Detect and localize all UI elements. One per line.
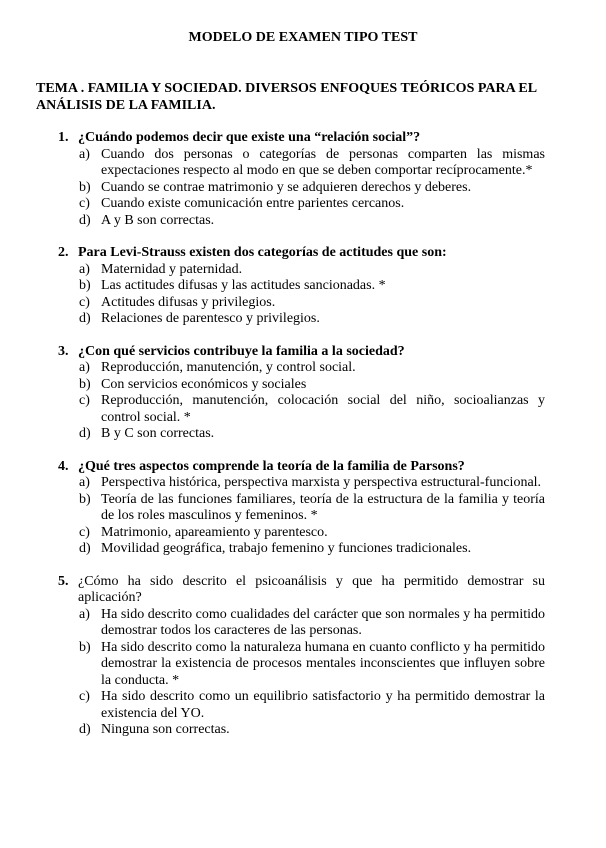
answer-letter: b) (79, 376, 91, 392)
answer-letter: d) (79, 722, 91, 737)
answer-text: Cuando se contrae matrimonio y se adquieren derechos y deberes. (101, 179, 472, 195)
answer-text: Movilidad geográfica, trabajo femenino y funciones tradicionales. (101, 541, 472, 556)
question-number: 1. (58, 130, 69, 145)
question-text (0, 344, 606, 361)
question-2 (0, 245, 606, 328)
answer-option (0, 475, 606, 492)
question-3 (0, 344, 606, 443)
answer-letter: c) (79, 196, 90, 211)
answer-option (0, 689, 606, 722)
answer-option (0, 607, 606, 640)
answer-option (0, 295, 606, 312)
question-label: ¿Con qué servicios contribuye la familia a la sociedad? (78, 343, 405, 359)
answer-letter: a) (79, 261, 90, 277)
question-text (0, 459, 606, 476)
answer-option (0, 213, 606, 230)
answer-text: Cuando dos personas o categorías de personas comparten las mismas expectaciones respecto al modo en que se deben comportar recíprocamente.* (101, 146, 545, 178)
answer-letter: c) (79, 524, 90, 540)
answer-option (0, 278, 606, 295)
answer-option (0, 360, 606, 377)
question-text (0, 245, 606, 262)
answer-text: Reproducción, manutención, colocación social del niño, socioalianzas y control social. * (101, 393, 545, 425)
answer-option (0, 722, 606, 739)
answer-letter: d) (79, 311, 91, 326)
answer-text: Maternidad y paternidad. (101, 261, 243, 277)
answer-option (0, 147, 606, 180)
question-number: 4. (58, 458, 69, 474)
answer-text: A y B son correctas. (101, 212, 215, 228)
answer-option (0, 180, 606, 197)
answer-text: Teoría de las funciones familiares, teoría de la estructura de la familia y teoría de los roles masculinos y femeninos. * (101, 491, 545, 523)
answer-letter: a) (79, 146, 90, 162)
question-label: Para Levi-Strauss existen dos categorías de actitudes que son: (78, 245, 447, 260)
answer-text: Ha sido descrito como la naturaleza humana en cuanto conflicto y ha permitido demostrar la existencia de procesos mentales inconscientes que influyen sobre la conducta. * (101, 639, 545, 688)
question-label: ¿Cuándo podemos decir que existe una “relación social”? (78, 130, 421, 145)
question-label: ¿Cómo ha sido descrito el psicoanálisis y que ha permitido demostrar su aplicación? (78, 573, 545, 605)
answer-letter: a) (79, 360, 90, 375)
question-5 (0, 574, 606, 739)
answer-letter: d) (79, 541, 91, 556)
answer-option (0, 377, 606, 394)
question-number: 2. (58, 245, 69, 260)
question-text (0, 574, 606, 607)
answer-letter: c) (79, 393, 90, 408)
topic-heading: TEMA . FAMILIA Y SOCIEDAD. DIVERSOS ENFOQUES TEÓRICOS PARA EL ANÁLISIS DE LA FAMILIA. (36, 81, 537, 113)
answer-letter: b) (79, 278, 91, 293)
answer-option (0, 311, 606, 328)
question-text (0, 130, 606, 147)
answer-option (0, 525, 606, 542)
question-list (0, 130, 606, 755)
answer-text: Reproducción, manutención, y control social. (101, 360, 356, 375)
question-number: 3. (58, 343, 69, 359)
answer-text: B y C son correctas. (101, 426, 215, 441)
answer-option (0, 262, 606, 279)
answer-text: Actitudes difusas y privilegios. (101, 294, 276, 310)
answer-option (0, 640, 606, 690)
answer-letter: d) (79, 426, 91, 441)
answer-letter: a) (79, 475, 90, 490)
answer-text: Con servicios económicos y sociales (101, 376, 307, 392)
answer-text: Relaciones de parentesco y privilegios. (101, 311, 320, 326)
answer-text: Perspectiva histórica, perspectiva marxista y perspectiva estructural-funcional. (101, 475, 542, 490)
answer-letter: b) (79, 179, 91, 195)
answer-letter: d) (79, 212, 91, 228)
question-number: 5. (58, 573, 69, 589)
answer-option (0, 541, 606, 558)
answer-letter: c) (79, 294, 90, 310)
question-4 (0, 459, 606, 558)
answer-text: Cuando existe comunicación entre parientes cercanos. (101, 196, 405, 211)
page-title: MODELO DE EXAMEN TIPO TEST (188, 30, 418, 45)
answer-text: Las actitudes difusas y las actitudes sancionadas. * (101, 278, 386, 293)
answer-option (0, 492, 606, 525)
answer-option (0, 196, 606, 213)
answer-text: Ha sido descrito como cualidades del carácter que son normales y ha permitido demostrar todos los caracteres de las personas. (101, 606, 545, 638)
question-label: ¿Qué tres aspectos comprende la teoría de la familia de Parsons? (78, 458, 465, 474)
question-1 (0, 130, 606, 229)
answer-text: Ha sido descrito como un equilibrio satisfactorio y ha permitido demostrar la existencia del YO. (101, 689, 545, 721)
answer-letter: c) (79, 689, 90, 704)
answer-text: Ninguna son correctas. (101, 722, 230, 737)
answer-option (0, 426, 606, 443)
answer-option (0, 393, 606, 426)
answer-letter: a) (79, 606, 90, 622)
answer-letter: b) (79, 491, 91, 507)
answer-text: Matrimonio, apareamiento y parentesco. (101, 524, 328, 540)
answer-letter: b) (79, 639, 91, 655)
